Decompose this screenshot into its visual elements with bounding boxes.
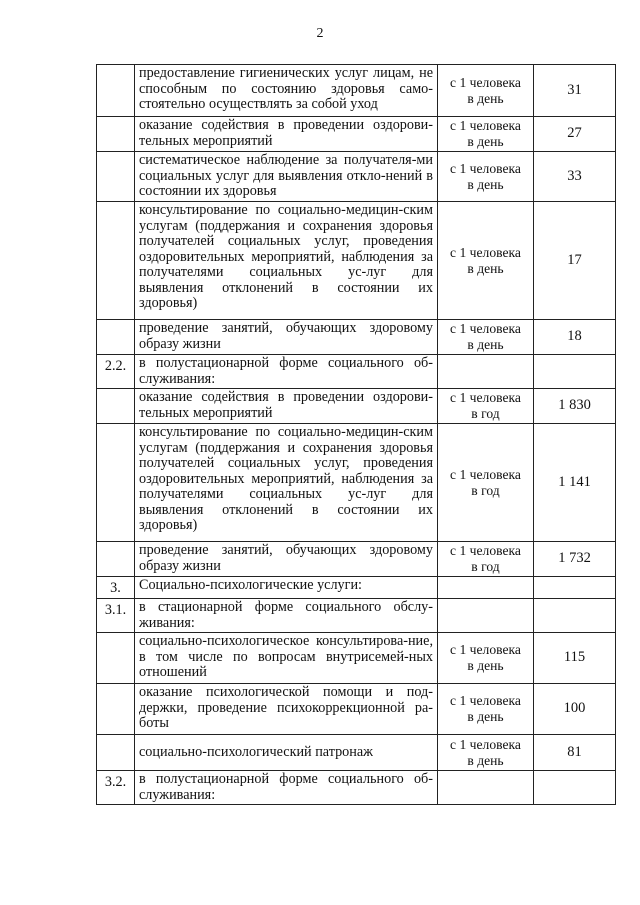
service-description: оказание содействия в проведении оздорови-тельных мероприятий [135, 389, 438, 424]
unit-per: с 1 человека [450, 160, 521, 176]
service-description: проведение занятий, обучающих здоровому образу жизни [135, 320, 438, 355]
unit-cell [438, 320, 534, 355]
table-row [97, 735, 616, 771]
unit-period: в день [467, 260, 504, 276]
rate-value [534, 355, 616, 389]
table-row [97, 117, 616, 152]
unit-per: с 1 человека [450, 321, 521, 336]
unit-cell [438, 599, 534, 633]
table-row [97, 202, 616, 320]
row-number: 3.1. [97, 599, 135, 633]
unit-cell [438, 202, 534, 320]
table-row [97, 424, 616, 542]
service-description: в стационарной форме социального обслу-живания: [135, 599, 438, 633]
rate-value: 1 830 [534, 389, 616, 424]
unit-cell [438, 424, 534, 542]
unit-period: в год [471, 482, 500, 498]
rate-value: 1 141 [534, 424, 616, 542]
table-row [97, 542, 616, 577]
service-description: консультирование по социально-медицин-ским услугам (поддержания и сохранения здоровья получателей социальных услуг, проведения оздоровительных мероприятий, наблюдения за получателями социальных ус-луг для выявления отклонений в состоянии их здоровья) [135, 424, 438, 542]
row-number: 3. [97, 577, 135, 599]
unit-period: в день [467, 90, 504, 106]
unit-cell [438, 633, 534, 684]
row-number [97, 117, 135, 152]
service-description: в полустационарной форме социального об-служивания: [135, 771, 438, 805]
table-row [97, 152, 616, 202]
rate-value: 81 [534, 735, 616, 771]
unit-period: в день [467, 658, 504, 673]
unit-cell [438, 735, 534, 771]
unit-period: в год [471, 559, 500, 574]
row-number [97, 633, 135, 684]
service-description: оказание содействия в проведении оздорови-тельных мероприятий [135, 117, 438, 152]
table-body [97, 65, 616, 805]
table-row [97, 684, 616, 735]
service-description: Социально-психологические услуги: [135, 577, 438, 599]
row-number: 3.2. [97, 771, 135, 805]
unit-per: с 1 человека [450, 244, 521, 260]
page-number: 2 [316, 26, 324, 41]
row-number: 2.2. [97, 355, 135, 389]
unit-cell [438, 684, 534, 735]
rate-value: 100 [534, 684, 616, 735]
unit-per: с 1 человека [450, 642, 521, 657]
row-number [97, 202, 135, 320]
unit-per: с 1 человека [450, 118, 521, 133]
unit-cell [438, 577, 534, 599]
unit-cell [438, 355, 534, 389]
table-row [97, 320, 616, 355]
table-row [97, 355, 616, 389]
service-description: предоставление гигиенических услуг лицам, не способным по состоянию здоровья само-стоятельно осуществлять за собой уход [135, 65, 438, 117]
unit-period: в день [467, 176, 504, 192]
unit-per: с 1 человека [450, 74, 521, 90]
service-description: консультирование по социально-медицин-ским услугам (поддержания и сохранения здоровья получателей социальных услуг, проведения оздоровительных мероприятий, наблюдения за получателями социальных ус-луг для выявления отклонений в состоянии их здоровья) [135, 202, 438, 320]
row-number [97, 424, 135, 542]
rate-value: 115 [534, 633, 616, 684]
unit-cell [438, 117, 534, 152]
unit-period: в день [467, 752, 504, 768]
rate-value [534, 577, 616, 599]
row-number [97, 320, 135, 355]
rate-value [534, 599, 616, 633]
table-row [97, 577, 616, 599]
table-row [97, 771, 616, 805]
unit-per: с 1 человека [450, 466, 521, 482]
service-description: проведение занятий, обучающих здоровому образу жизни [135, 542, 438, 577]
row-number [97, 389, 135, 424]
rate-value [534, 771, 616, 805]
table-row [97, 633, 616, 684]
rate-value: 31 [534, 65, 616, 117]
service-description: оказание психологической помощи и под-держки, проведение психокоррекционной ра-боты [135, 684, 438, 735]
rate-value: 33 [534, 152, 616, 202]
unit-per: с 1 человека [450, 390, 521, 405]
unit-period: в день [467, 709, 504, 724]
unit-cell [438, 389, 534, 424]
rate-value: 27 [534, 117, 616, 152]
unit-per: с 1 человека [450, 543, 521, 558]
unit-per: с 1 человека [450, 736, 521, 752]
row-number [97, 735, 135, 771]
row-number [97, 65, 135, 117]
unit-cell [438, 152, 534, 202]
rate-value: 18 [534, 320, 616, 355]
unit-period: в год [471, 406, 500, 421]
unit-cell [438, 542, 534, 577]
rate-value: 17 [534, 202, 616, 320]
service-description: систематическое наблюдение за получателя-ми социальных услуг для выявления откло-нений в состоянии их здоровья [135, 152, 438, 202]
row-number [97, 152, 135, 202]
table-row [97, 389, 616, 424]
table-row [97, 599, 616, 633]
service-description: в полустационарной форме социального об-служивания: [135, 355, 438, 389]
unit-cell [438, 65, 534, 117]
unit-per: с 1 человека [450, 693, 521, 708]
row-number [97, 684, 135, 735]
unit-cell [438, 771, 534, 805]
service-description: социально-психологический патронаж [135, 735, 438, 771]
unit-period: в день [467, 337, 504, 352]
table-row [97, 65, 616, 117]
services-table [96, 64, 616, 805]
row-number [97, 542, 135, 577]
rate-value: 1 732 [534, 542, 616, 577]
unit-period: в день [467, 134, 504, 149]
service-description: социально-психологическое консультирова-ние, в том числе по вопросам внутрисемей-ных отношений [135, 633, 438, 684]
